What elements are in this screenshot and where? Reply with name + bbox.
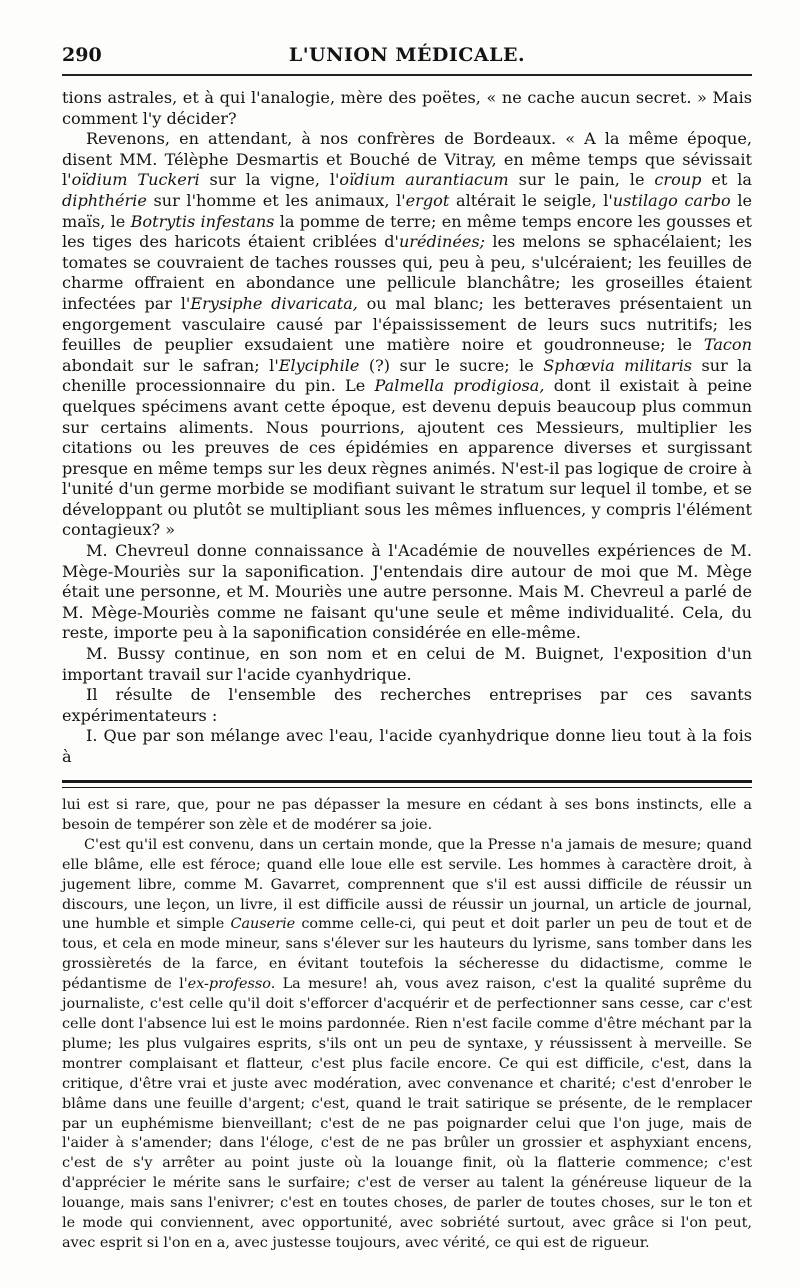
paragraph-bussy: M. Bussy continue, en son nom et en celui de M. Buignet, l'exposition d'un important travail sur l'acide cyanhydrique. [62,644,752,684]
paragraph-bordeaux: Revenons, en attendant, à nos confrères de Bordeaux. « A la même époque, disent MM. Télèphe Desmartis et Bouché de Vitray, en même temps que sévissait l'oïdium Tuckeri sur la vigne, l'oïdium aurantiacum sur le pain, le croup et la diphthérie sur l'homme et les animaux, l'ergot altérait le seigle, l'ustilago carbo le maïs, le Botrytis infestans la pomme de terre; en même temps encore les gousses et les tiges des haricots étaient criblées d'urédinées; les melons se sphacélaient; les tomates se couvraient de taches rousses qui, peu à peu, s'ulcéraient; les feuilles de charme offraient en abondance une pellicule blanchâtre; les groseilles étaient infectées par l'Erysiphe divaricata, ou mal blanc; les betteraves présentaient un engorgement vasculaire causé par l'épaississement de leurs sucs nutritifs; les feuilles de peuplier exsudaient une matière noire et goudronneuse; le Tacon abondait sur le safran; l'Elyciphile (?) sur le sucre; le Sphœvia militaris sur la chenille processionnaire du pin. Le Palmella prodigiosa, dont il existait à peine quelques spécimens avant cette époque, est devenu depuis beaucoup plus commun sur certains aliments. Nous pourrions, ajoutent ces Messieurs, multiplier les citations ou les preuves de ces épidémies en apparence diverses et surgissant presque en même temps sur les deux règnes animés. N'est-il pas logique de croire à l'unité d'un germe morbide se modifiant suivant le stratum sur lequel il tombe, et se développant ou plutôt se multipliant sous les mêmes influences, y compris l'élément contagieux? » [62,129,753,540]
feuilleton-separator-thin [62,787,752,788]
page-header [62,38,752,72]
feuilleton-paragraph-continuation: lui est si rare, que, pour ne pas dépasser la mesure en cédant à ses bons instincts, elle a besoin de tempérer son zèle et de modérer sa joie. [62,797,752,833]
running-title: L'UNION MÉDICALE. [288,44,526,66]
paragraph-continuation: tions astrales, et à qui l'analogie, mère des poëtes, « ne cache aucun secret. » Mais comment l'y décider? [62,88,752,128]
header-rule [62,74,752,76]
paragraph-results: Il résulte de l'ensemble des recherches entreprises par ces savants expérimentateurs : [62,685,752,725]
feuilleton-text [62,796,752,1254]
page-number: 290 [62,44,102,66]
feuilleton-separator-thick [62,780,752,783]
main-article-text [62,88,752,768]
feuilleton-paragraph-mesure: C'est qu'il est convenu, dans un certain monde, que la Presse n'a jamais de mesure; quand elle blâme, elle est féroce; quand elle loue elle est servile. Les hommes à caractère droit, à jugement libre, comme M. Gavarret, comprennent que s'il est aussi difficile de réussir un discours, une leçon, un livre, il est difficile aussi de réussir un journal, un article de journal, une humble et simple Causerie comme celle-ci, qui peut et doit parler un peu de tout et de tous, et cela en mode mineur, sans s'élever sur les hauteurs du lyrisme, sans tomber dans les grossièretés de la farce, en évitant toutefois la sécheresse du didactisme, comme le pédantisme de l'ex-professo. La mesure! ah, vous avez raison, c'est la qualité suprême du journaliste, c'est celle qu'il doit s'efforcer d'acquérir et de perfectionner sans cesse, car c'est celle dont l'absence lui est le moins pardonnée. Rien n'est facile comme d'être méchant par la plume; les plus vulgaires esprits, s'ils ont un peu de syntaxe, y réussissent à merveille. Se montrer complaisant et flatteur, c'est plus facile encore. Ce qui est difficile, c'est, dans la critique, d'être vrai et juste avec modération, avec convenance et charité; c'est d'enrober le blâme dans une feuille d'argent; c'est, quand le trait satirique se présente, de le remplacer par un euphémisme bienveillant; c'est de ne pas poignarder celui que l'on juge, mais de l'aider à s'amender; dans l'éloge, c'est de ne pas brûler un grossier et asphyxiant encens, c'est de s'y arrêter au point juste où la louange finit, où la flatterie commence; c'est d'apprécier le mérite sans le surfaire; c'est de verser au talent la généreuse liqueur de la louange, mais sans l'enivrer; c'est en toutes choses, de parler de toutes choses, sur le ton et le mode qui conviennent, avec opportunité, avec sobriété surtout, avec grâce si l'on peut, avec esprit si l'on en a, avec justesse toujours, avec vérité, ce qui est de rigueur. [62,836,752,1251]
paragraph-point-one: I. Que par son mélange avec l'eau, l'acide cyanhydrique donne lieu tout à la fois à [62,726,752,766]
paragraph-chevreul: M. Chevreul donne connaissance à l'Académie de nouvelles expériences de M. Mège-Mouriès sur la saponification. J'entendais dire autour de moi que M. Mège était une personne, et M. Mouriès une autre personne. Mais M. Chevreul a parlé de M. Mège-Mouriès comme ne faisant qu'une seule et même individualité. Cela, du reste, importe peu à la saponification considérée en elle-même. [62,541,752,643]
